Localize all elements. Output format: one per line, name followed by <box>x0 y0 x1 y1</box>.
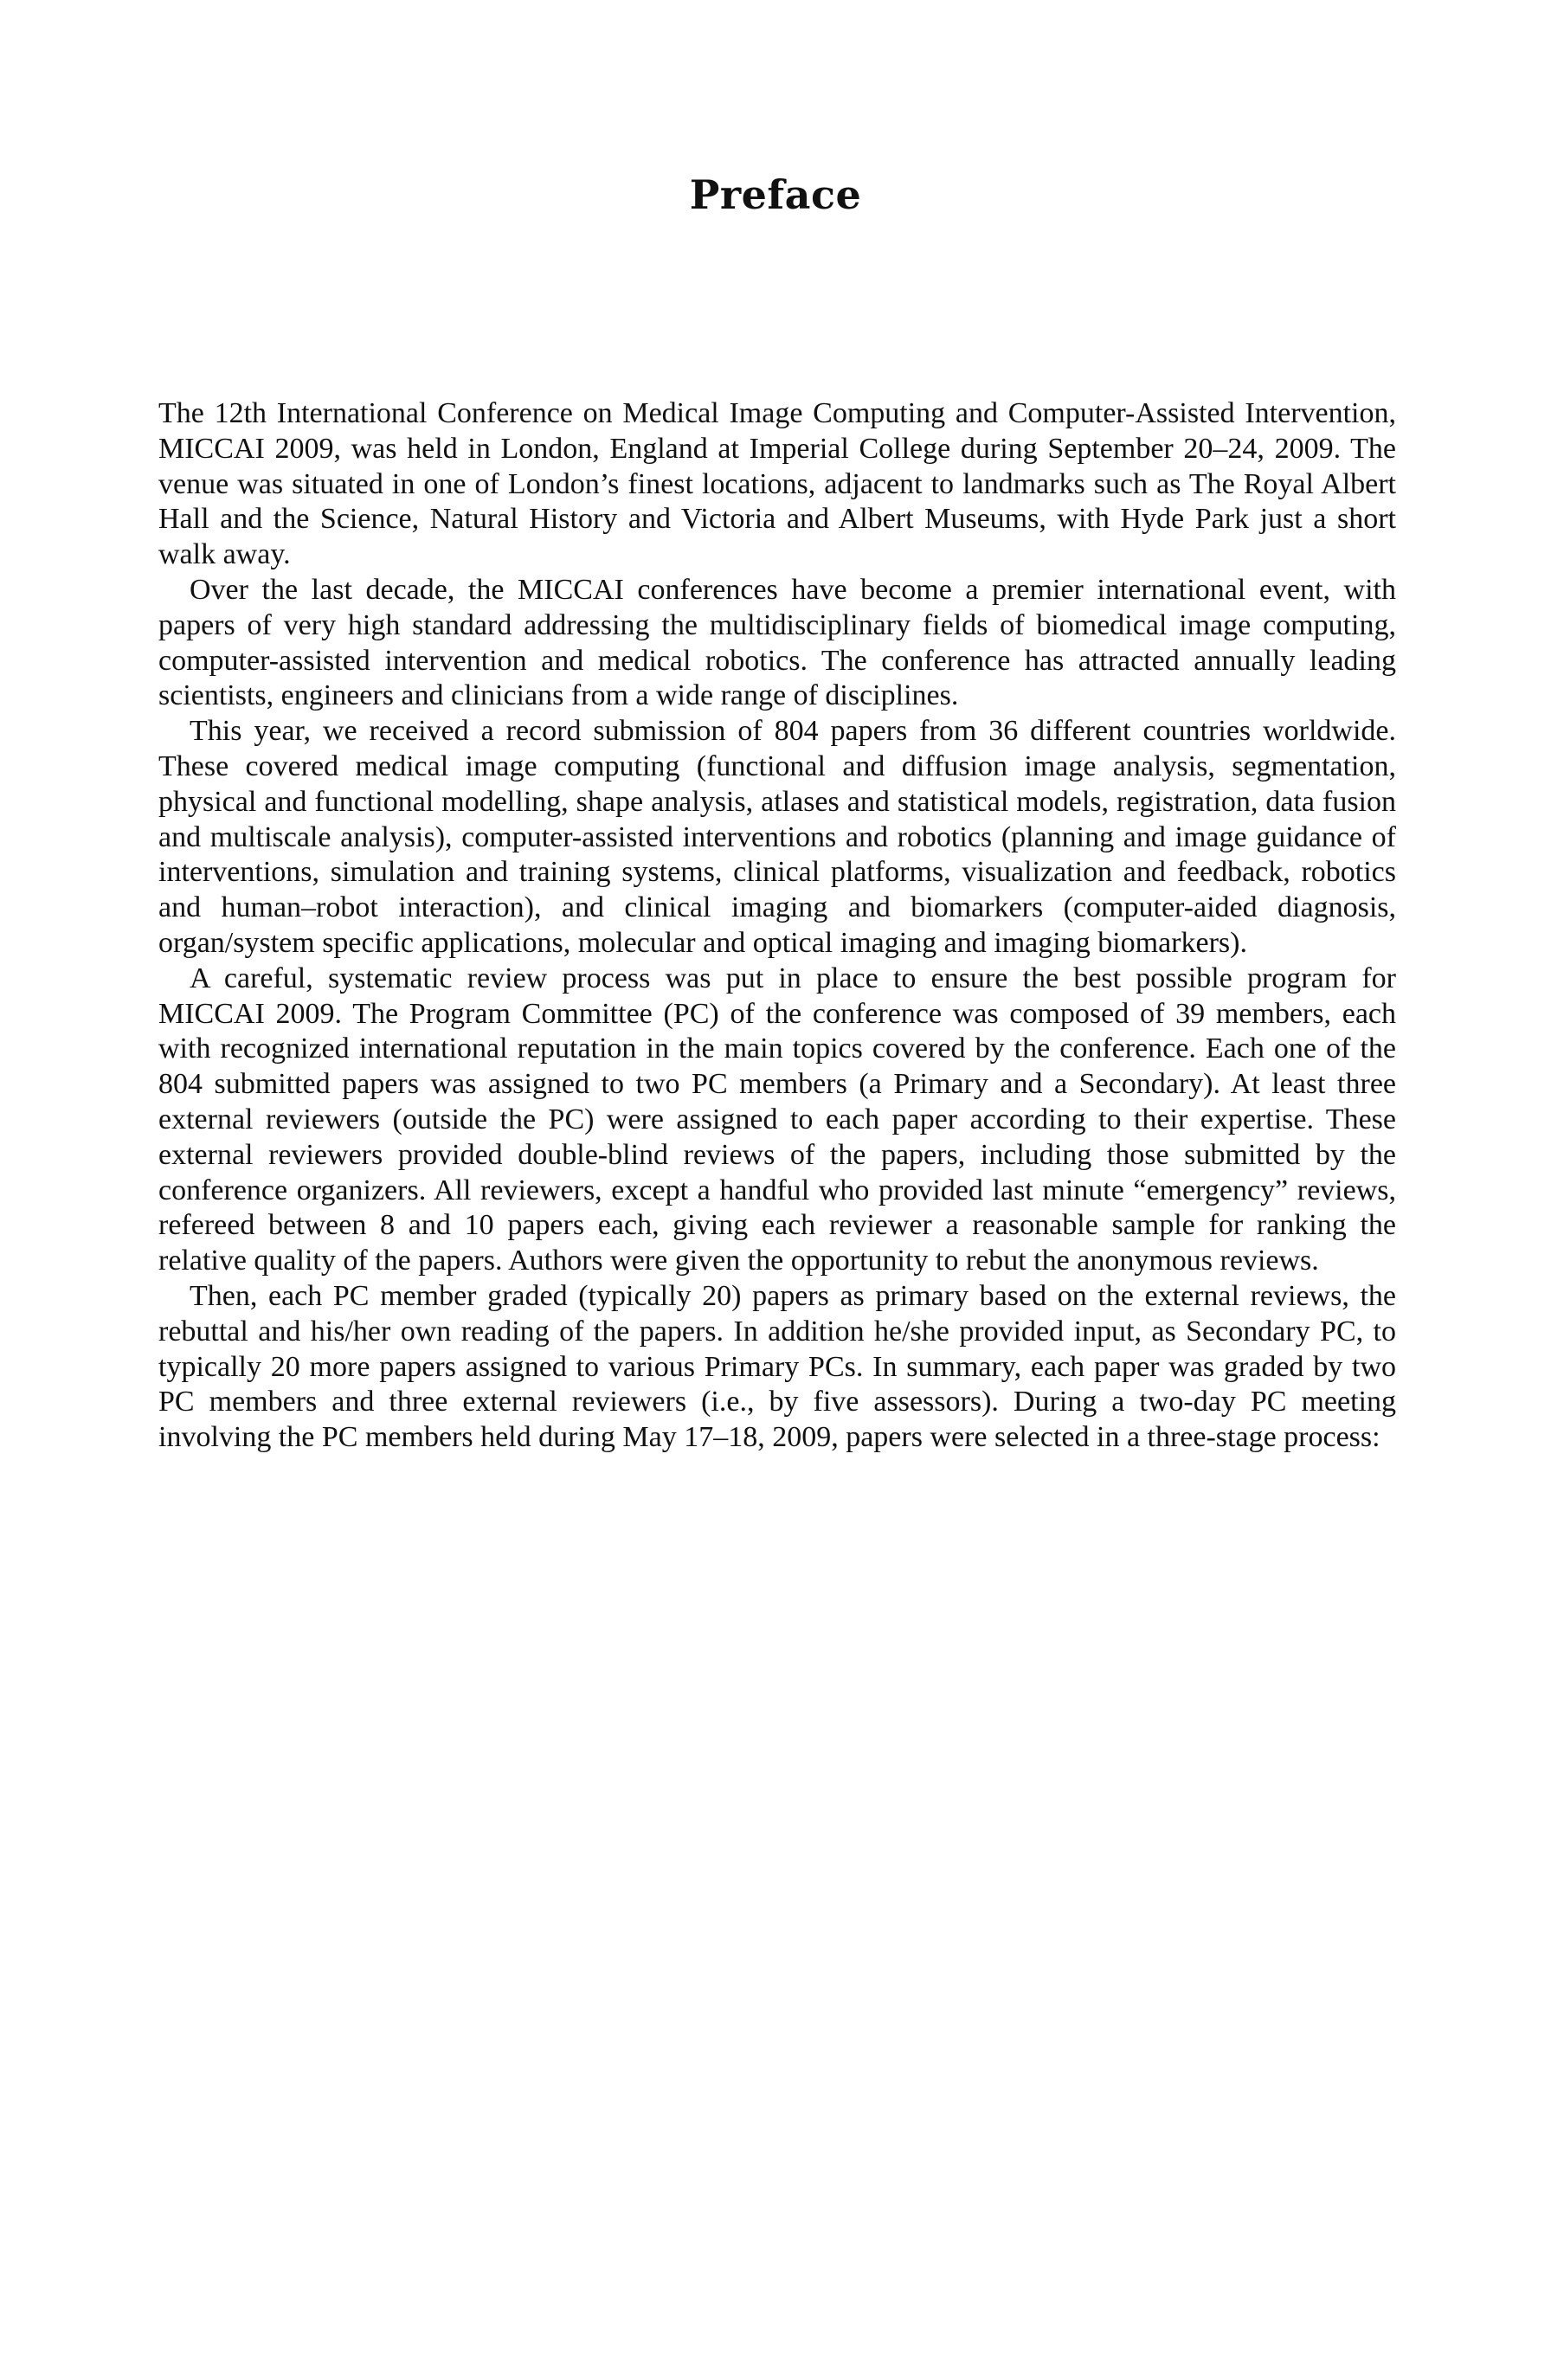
paragraph-submissions: This year, we received a record submission of 804 papers from 36 different countries worldwide. These covered medical image computing (functional and diffusion image analysis, segmentation, physical and functional modelling, shape analysis, atlases and statistical models, registration, data fusion and multiscale analysis), computer-assisted interventions and robotics (planning and image guidance of interventions, simulation and training systems, clinical platforms, visualization and feedback, robotics and human–robot interaction), and clinical imaging and biomarkers (computer-aided diagnosis, organ/system specific applications, molecular and optical imaging and imaging biomarkers). <box>158 715 1396 959</box>
preface-body <box>158 396 1396 1456</box>
paragraph-review-process: A careful, systematic review process was put in place to ensure the best possible program for MICCAI 2009. The Program Committee (PC) of the conference was composed of 39 members, each with recognized international reputation in the main topics covered by the conference. Each one of the 804 submitted papers was assigned to two PC members (a Primary and a Secondary). At least three external reviewers (outside the PC) were assigned to each paper according to their expertise. These external reviewers provided double-blind reviews of the papers, including those submitted by the conference organizers. All reviewers, except a handful who provided last minute “emergency” reviews, refereed between 8 and 10 papers each, giving each reviewer a reasonable sample for ranking the relative quality of the papers. Authors were given the opportunity to rebut the anonymous reviews. <box>158 962 1396 1277</box>
paragraph-conference-intro: The 12th International Conference on Medical Image Computing and Computer-Assisted Intervention, MICCAI 2009, was held in London, England at Imperial College during September 20–24, 2009. The venue was situated in one of London’s finest locations, adjacent to landmarks such as The Royal Albert Hall and the Science, Natural History and Victoria and Albert Museums, with Hyde Park just a short walk away. <box>158 397 1396 571</box>
paragraph-miccai-history: Over the last decade, the MICCAI conferences have become a premier international event, with papers of very high standard addressing the multidisciplinary fields of biomedical image computing, computer-assisted intervention and medical robotics. The conference has attracted annually leading scientists, engineers and clinicians from a wide range of disciplines. <box>158 573 1396 712</box>
paragraph-pc-grading: Then, each PC member graded (typically 20) papers as primary based on the external reviews, the rebuttal and his/her own reading of the papers. In addition he/she provided input, as Secondary PC, to typically 20 more papers assigned to various Primary PCs. In summary, each paper was graded by two PC members and three external reviewers (i.e., by five assessors). During a two-day PC meeting involving the PC members held during May 17–18, 2009, papers were selected in a three-stage process: <box>158 1279 1396 1454</box>
page-title: Preface <box>689 171 862 218</box>
